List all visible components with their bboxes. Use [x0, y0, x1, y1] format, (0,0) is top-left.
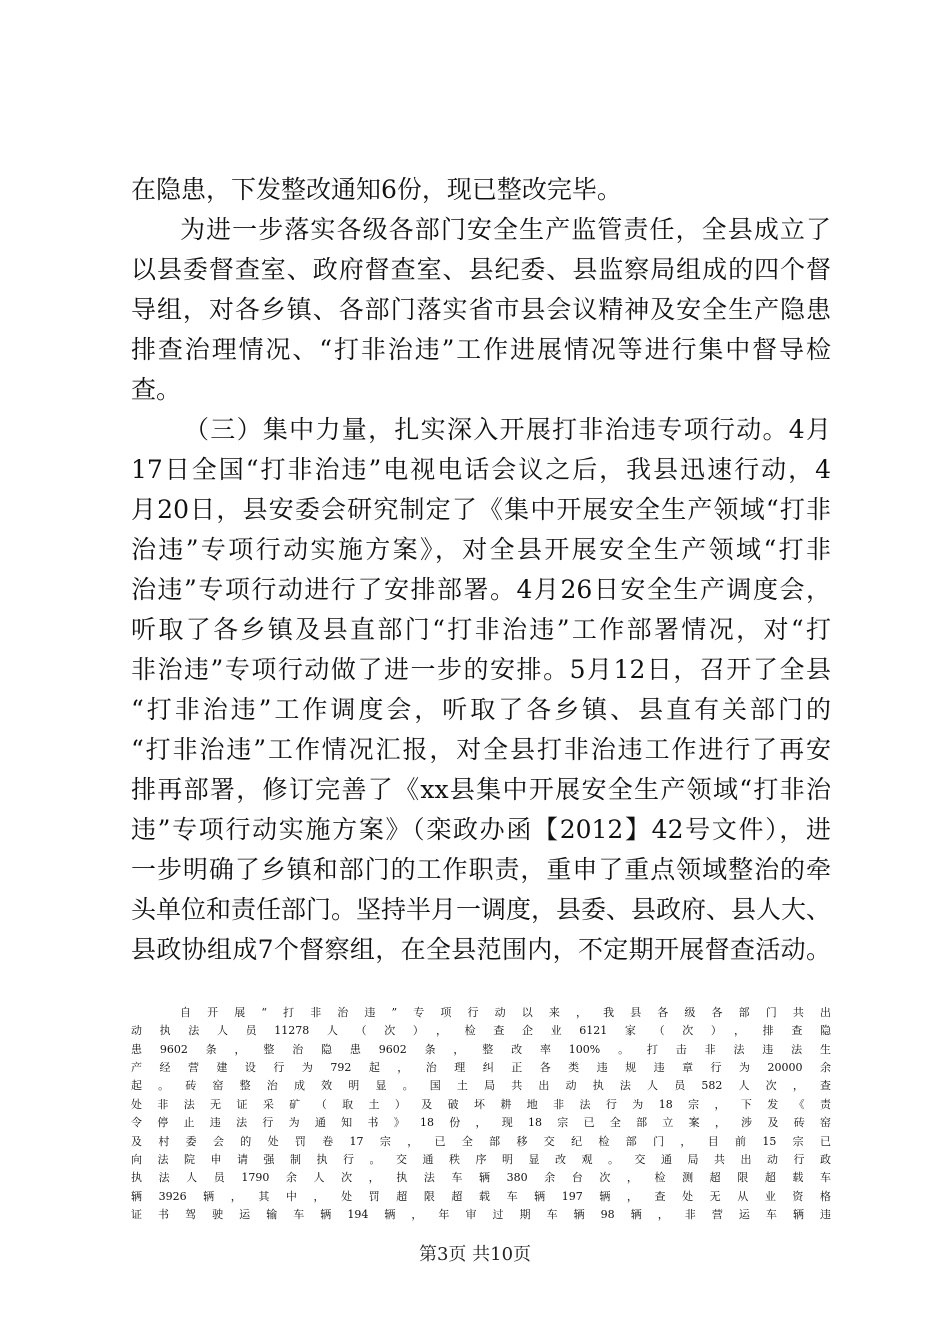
text-line: 在隐患，下发整改通知6份，现已整改完毕。	[131, 175, 622, 204]
text-line: 患9602条，整治隐患9602条，整改率100%。打击非法违法生	[131, 1043, 831, 1056]
text-line: 及村委会的处罚卷17宗，已全部移交纪检部门，目前15宗已	[131, 1135, 831, 1148]
text-line: 辆3926辆，其中，处罚超限超载车辆197辆，查处无从业资格	[131, 1190, 831, 1203]
text-line: 以县委督查室、政府督查室、县纪委、县监察局组成的四个督	[131, 255, 831, 284]
text-line: 非治违”专项行动做了进一步的安排。5月12日，召开了全县	[131, 655, 831, 684]
text-line: 月20日，县安委会研究制定了《集中开展安全生产领域“打非	[131, 495, 831, 524]
text-line: 处非法无证采矿（取土）及破坏耕地非法行为18宗，下发《责	[131, 1098, 831, 1111]
text-line: 导组，对各乡镇、各部门落实省市县会议精神及安全生产隐患	[131, 295, 831, 324]
text-line: 头单位和责任部门。坚持半月一调度，县委、县政府、县人大、	[131, 895, 831, 924]
text-line: 治违”专项行动实施方案》，对全县开展安全生产领域“打非	[131, 535, 831, 564]
text-line: 听取了各乡镇及县直部门“打非治违”工作部署情况，对“打	[131, 615, 831, 644]
text-line: 17日全国“打非治违”电视电话会议之后，我县迅速行动，4	[131, 455, 831, 484]
page-footer: 第3页 共10页	[418, 1244, 532, 1265]
text-line: 排再部署，修订完善了《xx县集中开展安全生产领域“打非治	[131, 775, 831, 804]
text-line: 起。砖窑整治成效明显。国土局共出动执法人员582人次，查	[131, 1079, 831, 1092]
text-line: 排查治理情况、“打非治违”工作进展情况等进行集中督导检	[131, 335, 831, 364]
text-line: 违”专项行动实施方案》（栾政办函【2012】42号文件），进	[131, 815, 831, 844]
text-line: 为进一步落实各级各部门安全生产监管责任，全县成立了	[180, 215, 831, 244]
text-line: 证书驾驶运输车辆194辆，年审过期车辆98辆，非营运车辆违	[131, 1208, 831, 1221]
text-line: 执法人员1790余人次，执法车辆380余台次，检测超限超载车	[131, 1171, 831, 1184]
text-line: “打非治违”工作调度会，听取了各乡镇、县直有关部门的	[131, 695, 831, 724]
text-line: 向法院申请强制执行。交通秩序明显改观。交通局共出动行政	[131, 1153, 831, 1166]
text-line: 县政协组成7个督察组，在全县范围内，不定期开展督查活动。	[131, 935, 831, 964]
text-line: 治违”专项行动进行了安排部署。4月26日安全生产调度会，	[131, 575, 831, 604]
text-line: 一步明确了乡镇和部门的工作职责，重申了重点领域整治的牵	[131, 855, 831, 884]
text-line: 令停止违法行为通知书》18份，现18宗已全部立案，涉及砖窑	[131, 1116, 831, 1129]
text-line: 自开展“打非治违”专项行动以来，我县各级各部门共出	[180, 1006, 831, 1019]
text-line: 产经营建设行为792起，治理纠正各类违规违章行为20000余	[131, 1061, 831, 1074]
text-line: “打非治违”工作情况汇报，对全县打非治违工作进行了再安	[131, 735, 831, 764]
text-line: 动执法人员11278人（次），检查企业6121家（次），排查隐	[131, 1024, 831, 1037]
text-line: （三）集中力量，扎实深入开展打非治违专项行动。4月	[184, 415, 831, 444]
text-line: 查。	[131, 375, 182, 404]
